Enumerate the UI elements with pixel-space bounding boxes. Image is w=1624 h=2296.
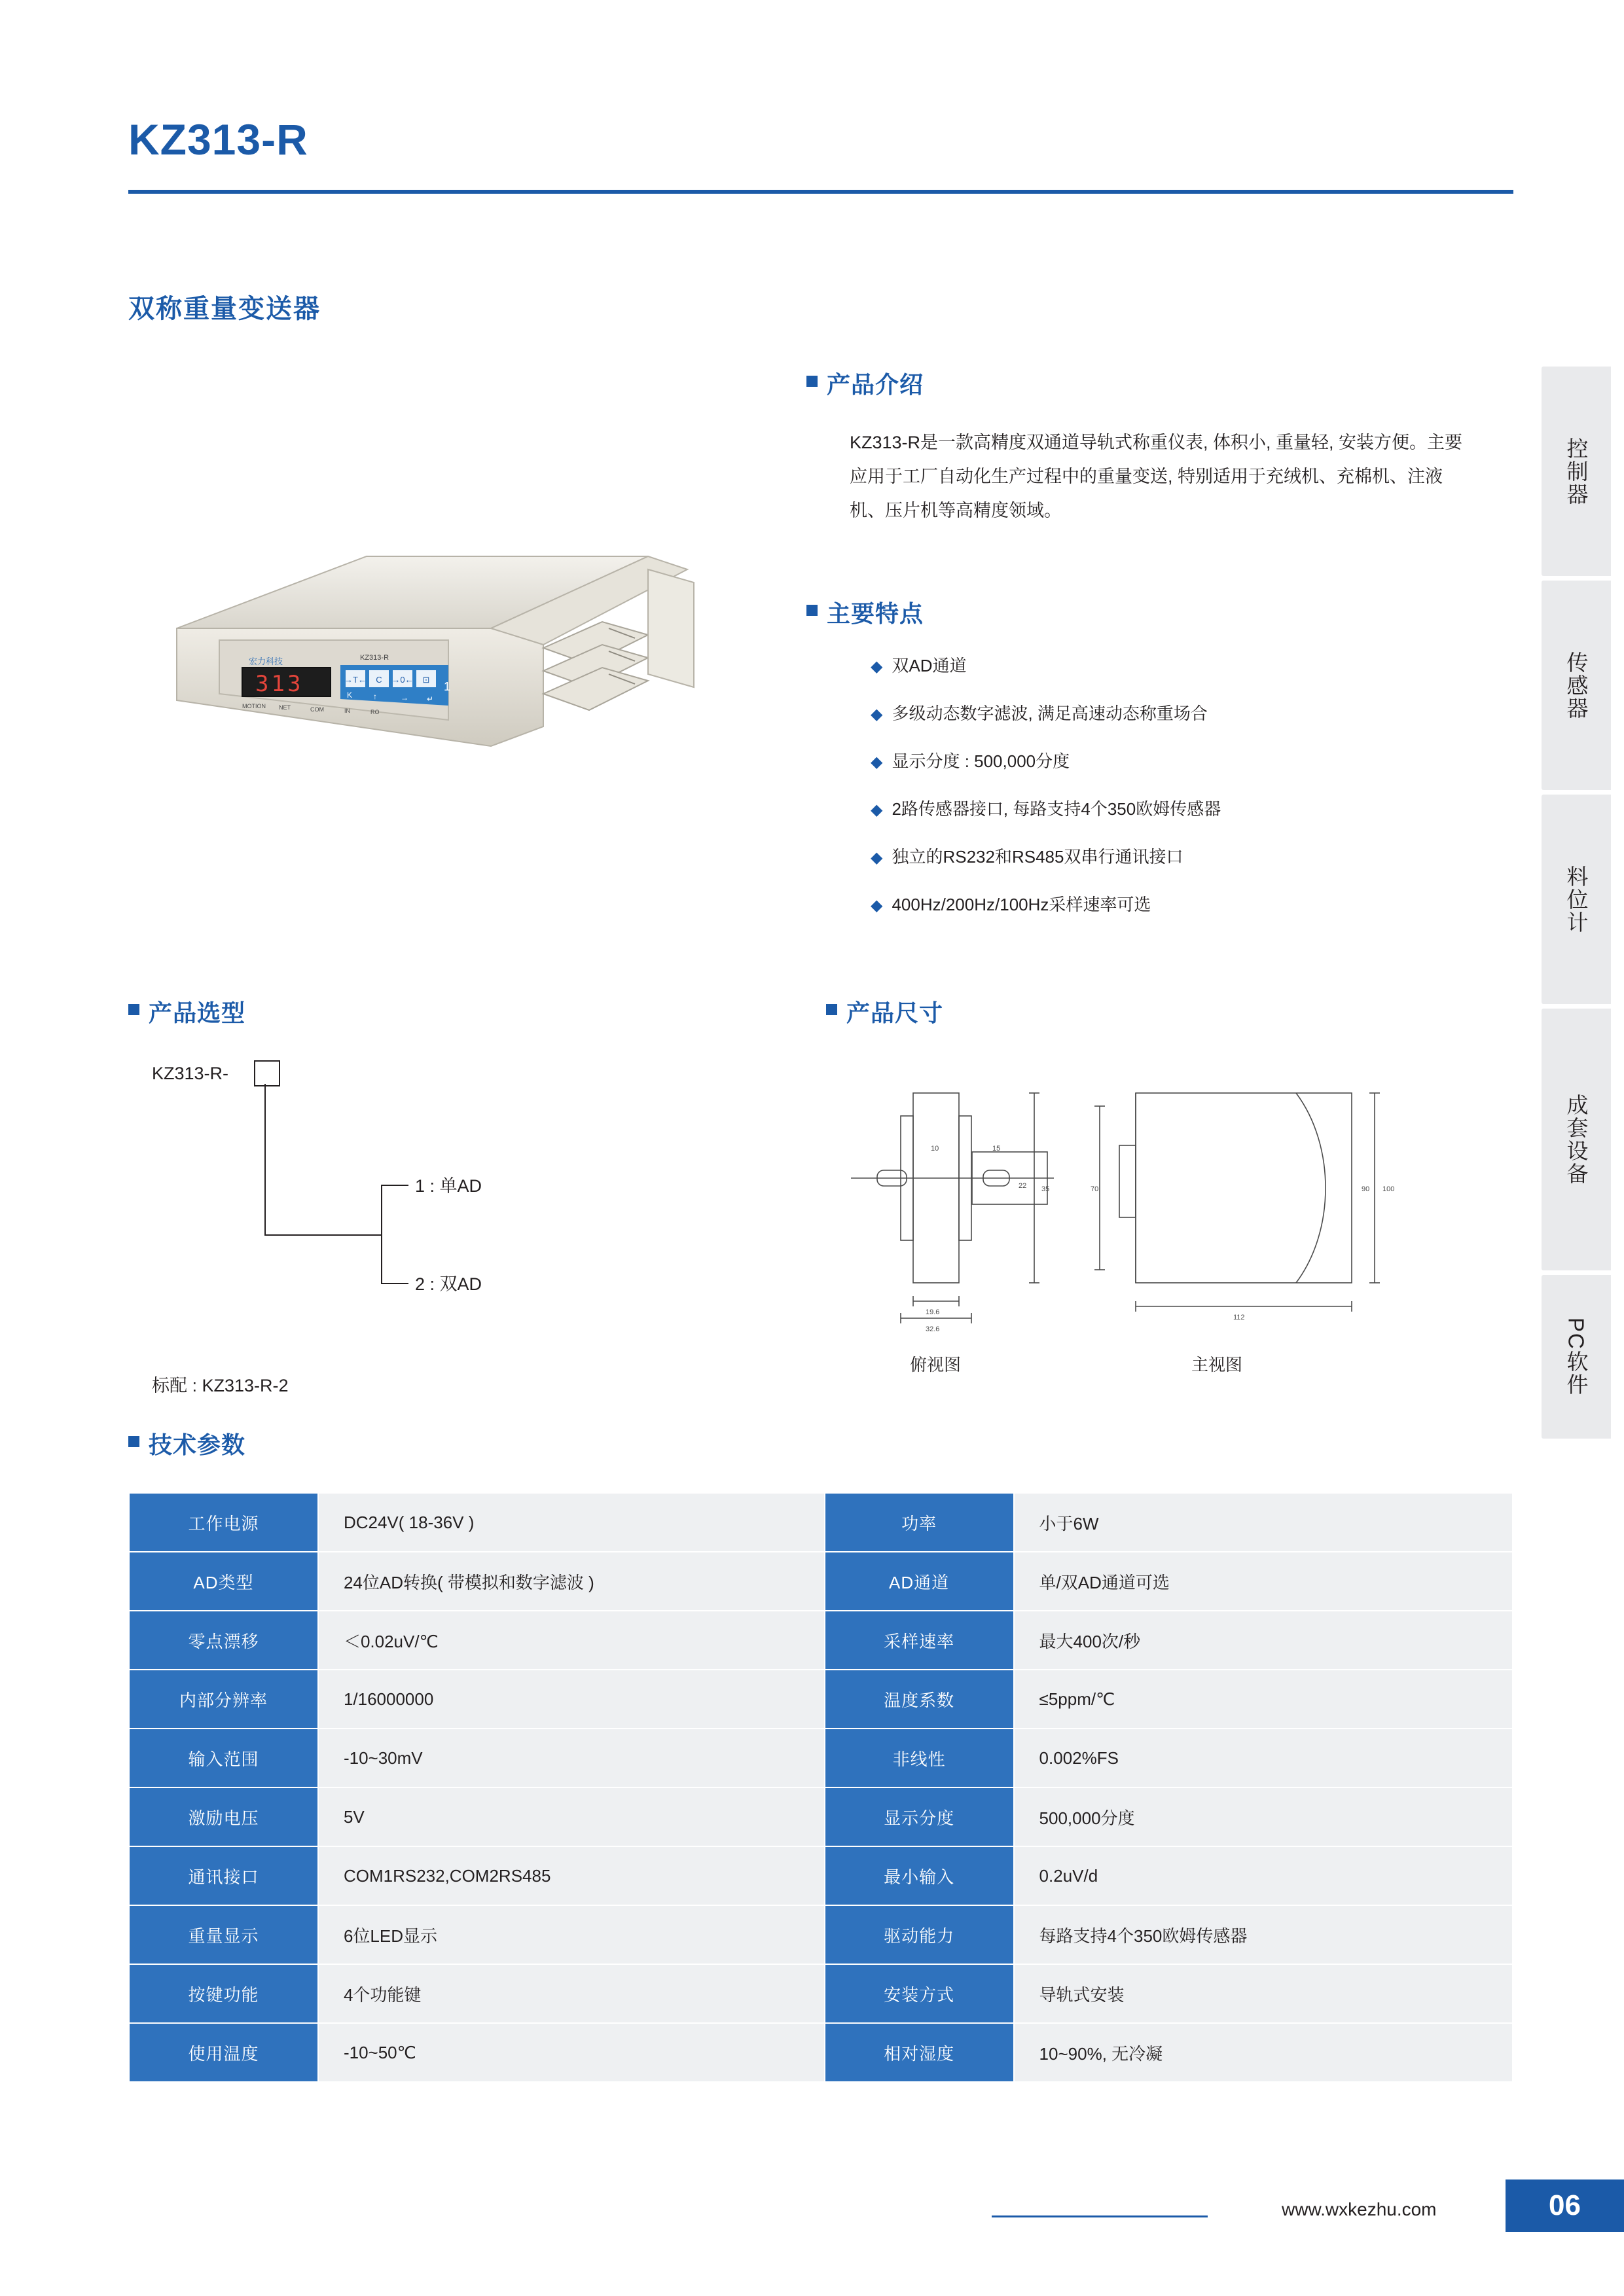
svg-text:→T←: →T← <box>344 675 367 685</box>
table-row <box>129 1846 1513 1905</box>
spec-label: 通讯接口 <box>129 1846 318 1905</box>
diamond-bullet-icon: ◆ <box>871 849 883 867</box>
section-heading-intro: 产品介绍 <box>806 367 924 400</box>
page-subtitle: 双称重量变送器 <box>128 295 321 323</box>
square-bullet-icon <box>128 1004 139 1015</box>
spec-value: 1/16000000 <box>318 1670 825 1729</box>
spec-value: 0.002%FS <box>1014 1729 1513 1787</box>
dimension-drawings <box>838 1054 1512 1394</box>
spec-value: -10~50℃ <box>318 2023 825 2082</box>
spec-value: ＜0.02uV/℃ <box>318 1611 825 1670</box>
feature-list <box>871 655 1525 941</box>
spec-value: 每路支持4个350欧姆传感器 <box>1014 1905 1513 1964</box>
svg-text:70: 70 <box>1091 1185 1099 1193</box>
spec-value: 10~90%, 无冷凝 <box>1014 2023 1513 2082</box>
svg-text:↑: ↑ <box>373 692 377 701</box>
spec-label: 温度系数 <box>825 1670 1014 1729</box>
selection-code-box <box>254 1060 280 1086</box>
side-tab-label: PC软件 <box>1564 1318 1589 1396</box>
footer-divider <box>992 2215 1208 2217</box>
svg-text:KZ313-R: KZ313-R <box>360 654 389 662</box>
square-bullet-icon <box>806 376 818 387</box>
spec-value: -10~30mV <box>318 1729 825 1787</box>
table-row <box>129 1493 1513 1552</box>
section-heading-specs: 技术参数 <box>128 1427 245 1460</box>
diamond-bullet-icon: ◆ <box>871 801 883 819</box>
svg-text:→0←: →0← <box>391 675 414 685</box>
sidebar-item-complete-equipment[interactable] <box>1542 1009 1611 1270</box>
sidebar-item-pc-software[interactable] <box>1542 1275 1611 1439</box>
svg-text:313: 313 <box>255 671 304 697</box>
svg-text:90: 90 <box>1362 1185 1370 1193</box>
diamond-bullet-icon: ◆ <box>871 706 883 723</box>
spec-label: 相对湿度 <box>825 2023 1014 2082</box>
svg-text:K: K <box>347 691 353 700</box>
svg-text:22: 22 <box>1019 1182 1027 1190</box>
selection-brace-arm-1 <box>381 1185 408 1186</box>
spec-label: 使用温度 <box>129 2023 318 2082</box>
spec-value: 6位LED显示 <box>318 1905 825 1964</box>
svg-text:COM: COM <box>310 706 324 713</box>
footer-website: www.wxkezhu.com <box>1282 2199 1437 2219</box>
svg-text:↵: ↵ <box>427 694 434 704</box>
table-row <box>129 2023 1513 2082</box>
spec-label: 重量显示 <box>129 1905 318 1964</box>
spec-label: 内部分辨率 <box>129 1670 318 1729</box>
selection-connector-vertical <box>264 1084 266 1234</box>
spec-label: 输入范围 <box>129 1729 318 1787</box>
product-photo <box>151 530 766 812</box>
side-tab-label: 料位计 <box>1564 865 1589 934</box>
diamond-bullet-icon: ◆ <box>871 753 883 771</box>
title-divider <box>128 190 1513 194</box>
selection-brace <box>381 1185 382 1284</box>
spec-value: 小于6W <box>1014 1493 1513 1552</box>
diamond-bullet-icon: ◆ <box>871 897 883 914</box>
spec-label: 零点漂移 <box>129 1611 318 1670</box>
spec-value: 单/双AD通道可选 <box>1014 1552 1513 1611</box>
side-tab-label: 控制器 <box>1564 437 1589 506</box>
table-row <box>129 1729 1513 1787</box>
section-heading-features: 主要特点 <box>806 596 924 629</box>
svg-text:15: 15 <box>992 1145 1001 1153</box>
page-title: KZ313-R <box>128 115 308 164</box>
selection-option-1: 1 : 单AD <box>415 1176 482 1196</box>
svg-text:1: 1 <box>444 680 451 693</box>
selection-code: KZ313-R- <box>152 1064 229 1083</box>
square-bullet-icon <box>826 1004 837 1015</box>
spec-label: 按键功能 <box>129 1964 318 2023</box>
list-item: ◆ 2路传感器接口, 每路支持4个350欧姆传感器 <box>871 798 1525 821</box>
sidebar-item-controller[interactable] <box>1542 367 1611 576</box>
spec-label: 工作电源 <box>129 1493 318 1552</box>
spec-label: 驱动能力 <box>825 1905 1014 1964</box>
list-item: ◆ 显示分度 : 500,000分度 <box>871 750 1525 774</box>
svg-text:宏力科技: 宏力科技 <box>249 656 283 666</box>
page-number: 06 <box>1506 2179 1624 2232</box>
svg-text:→: → <box>401 693 408 702</box>
svg-text:35: 35 <box>1041 1185 1050 1193</box>
table-row <box>129 1670 1513 1729</box>
selection-option-2: 2 : 双AD <box>415 1274 482 1294</box>
sidebar-item-sensor[interactable] <box>1542 581 1611 790</box>
section-heading-selection: 产品选型 <box>128 995 245 1028</box>
spec-label: 安装方式 <box>825 1964 1014 2023</box>
list-item: ◆ 独立的RS232和RS485双串行通讯接口 <box>871 846 1525 869</box>
diamond-bullet-icon: ◆ <box>871 658 883 675</box>
list-item: ◆ 多级动态数字滤波, 满足高速动态称重场合 <box>871 702 1525 726</box>
svg-text:32.6: 32.6 <box>926 1325 940 1333</box>
section-heading-dimensions: 产品尺寸 <box>826 995 943 1028</box>
svg-text:100: 100 <box>1382 1185 1395 1193</box>
svg-text:MOTION: MOTION <box>242 703 266 709</box>
side-tab-bar[interactable] <box>1542 367 1624 1443</box>
intro-text: KZ313-R是一款高精度双通道导轨式称重仪表, 体积小, 重量轻, 安装方便。主要应用于工厂自动化生产过程中的重量变送, 特别适用于充绒机、充棉机、注液机、压片机等高精度领域。 <box>850 433 1463 520</box>
spec-value: ≤5ppm/℃ <box>1014 1670 1513 1729</box>
spec-value: 最大400次/秒 <box>1014 1611 1513 1670</box>
table-row <box>129 1552 1513 1611</box>
svg-text:112: 112 <box>1233 1314 1245 1321</box>
spec-value: 5V <box>318 1787 825 1846</box>
table-row <box>129 1611 1513 1670</box>
spec-table <box>128 1492 1513 2083</box>
list-item: ◆ 400Hz/200Hz/100Hz采样速率可选 <box>871 893 1525 917</box>
spec-value: DC24V( 18-36V ) <box>318 1493 825 1552</box>
selection-connector-horizontal <box>264 1234 382 1236</box>
spec-label: AD通道 <box>825 1552 1014 1611</box>
svg-text:10: 10 <box>931 1145 939 1153</box>
selection-standard-config: 标配 : KZ313-R-2 <box>152 1376 289 1395</box>
spec-label: 非线性 <box>825 1729 1014 1787</box>
dimension-caption-top-view: 俯视图 <box>910 1355 962 1374</box>
spec-label: 激励电压 <box>129 1787 318 1846</box>
spec-value: 24位AD转换( 带模拟和数字滤波 ) <box>318 1552 825 1611</box>
svg-text:⊡: ⊡ <box>422 675 430 685</box>
list-item: ◆ 双AD通道 <box>871 655 1525 678</box>
table-row <box>129 1964 1513 2023</box>
square-bullet-icon <box>128 1436 139 1447</box>
spec-value: 0.2uV/d <box>1014 1846 1513 1905</box>
spec-label: 功率 <box>825 1493 1014 1552</box>
spec-label: 采样速率 <box>825 1611 1014 1670</box>
svg-text:RO: RO <box>370 709 380 715</box>
dimension-caption-front-view: 主视图 <box>1191 1355 1243 1374</box>
table-row <box>129 1905 1513 1964</box>
spec-value: COM1RS232,COM2RS485 <box>318 1846 825 1905</box>
svg-text:IN: IN <box>344 708 350 714</box>
spec-label: 显示分度 <box>825 1787 1014 1846</box>
svg-text:C: C <box>376 675 382 685</box>
spec-value: 4个功能键 <box>318 1964 825 2023</box>
spec-value: 500,000分度 <box>1014 1787 1513 1846</box>
square-bullet-icon <box>806 605 818 616</box>
table-row <box>129 1787 1513 1846</box>
side-tab-label: 成套设备 <box>1564 1094 1589 1185</box>
sidebar-item-level-meter[interactable] <box>1542 795 1611 1004</box>
svg-text:19.6: 19.6 <box>926 1308 940 1316</box>
selection-brace-arm-2 <box>381 1283 408 1284</box>
spec-label: 最小输入 <box>825 1846 1014 1905</box>
spec-value: 导轨式安装 <box>1014 1964 1513 2023</box>
side-tab-label: 传感器 <box>1564 651 1589 720</box>
spec-label: AD类型 <box>129 1552 318 1611</box>
svg-text:NET: NET <box>279 704 291 711</box>
